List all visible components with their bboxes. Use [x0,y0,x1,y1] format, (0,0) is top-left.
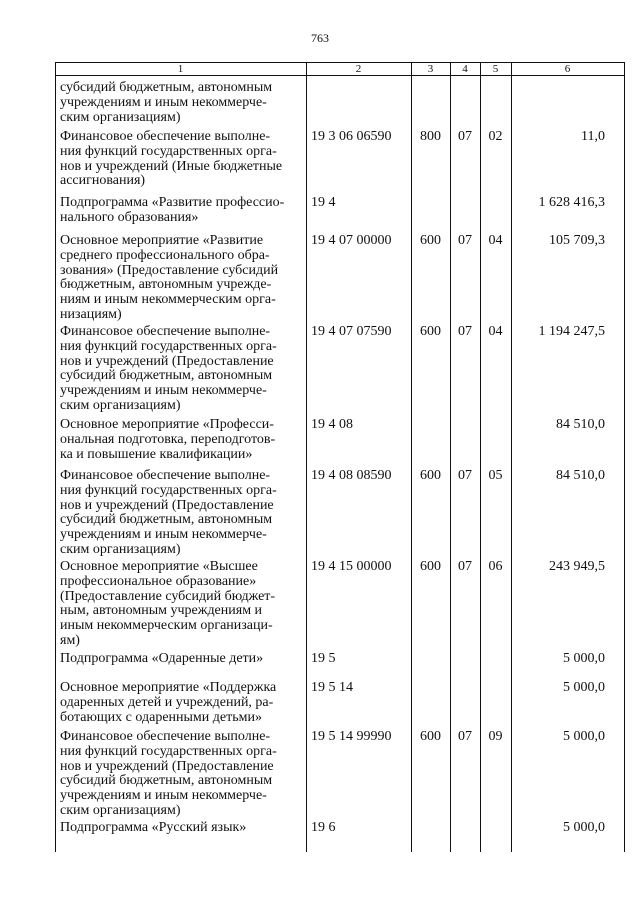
budget-table [55,62,625,852]
row-name-line: ским организациям) [60,109,181,125]
row-name-line: Финансовое обеспечение выполне- [60,129,271,144]
row-code: 19 4 07 07590 [311,324,392,339]
row-section: 07 [458,729,472,744]
row-name-line: учреждениям и иным некоммерче- [60,527,267,543]
table-top-border [55,62,625,63]
row-name-line: нов и учреждений (Предоставление [60,353,274,369]
row-name-line: ния функций государственных орга- [60,338,277,354]
row-name-line: нов и учреждений (Предоставление [60,758,274,774]
row-amount: 243 949,5 [549,559,605,574]
row-name-line: субсидий бюджетным, автономным [60,80,273,95]
row-amount: 5 000,0 [563,729,605,744]
row-name-line: ным, автономным учреждениям и [60,603,263,619]
row-expense-type: 600 [420,468,441,483]
row-name-line: Подпрограмма «Развитие профессио- [60,195,285,210]
row-expense-type: 600 [420,233,441,248]
row-name-line: ассигнования) [60,173,146,189]
row-name-line: зования» (Предоставление субсидий [60,262,279,278]
row-expense-type: 600 [420,324,441,339]
row-code: 19 5 [311,651,336,666]
column-divider-2 [306,62,307,852]
row-name [60,130,300,189]
row-name-line: учреждениям и иным некоммерче- [60,383,267,399]
row-amount: 11,0 [581,129,605,144]
row-name-line: Финансовое обеспечение выполне- [60,468,271,483]
row-amount: 84 510,0 [556,417,605,432]
row-name-line: среднего профессионального обра- [60,247,270,263]
row-name-line: ния функций государственных орга- [60,482,277,498]
row-name-line: низациям) [60,306,122,322]
row-name-line: Подпрограмма «Русский язык» [60,820,247,835]
row-subsection: 09 [488,729,503,744]
row-name-line: субсидий бюджетным, автономным [60,368,273,384]
row-amount: 5 000,0 [563,820,605,835]
row-name-line: профессиональное образование» [60,573,257,589]
row-name-line: Подпрограмма «Одаренные дети» [60,651,264,666]
row-amount: 5 000,0 [563,651,605,666]
header-col-5: 5 [492,63,499,75]
row-amount: 105 709,3 [549,233,605,248]
row-name-line: (Предоставление субсидий бюджет- [60,588,276,604]
row-code: 19 4 08 [311,417,353,432]
row-name [60,730,300,819]
row-code: 19 4 15 00000 [311,559,392,574]
row-code: 19 4 07 00000 [311,233,392,248]
row-name [60,821,300,836]
row-name-line: нального образования» [60,209,199,225]
row-amount: 5 000,0 [563,680,605,695]
row-section: 07 [458,129,472,144]
row-code: 19 3 06 06590 [311,129,392,144]
row-name-line: Финансовое обеспечение выполне- [60,324,271,339]
row-name-line: Основное мероприятие «Развитие [60,233,264,248]
header-col-1: 1 [177,63,184,75]
table-header-row [55,64,625,75]
row-subsection: 04 [488,324,503,339]
row-expense-type: 600 [420,729,441,744]
row-name-line: ния функций государственных орга- [60,143,277,159]
row-subsection: 04 [488,233,503,248]
row-section: 07 [458,233,472,248]
row-name-line: субсидий бюджетным, автономным [60,773,273,789]
row-name [60,681,300,725]
header-bottom-border [55,75,625,76]
row-name-line: нов и учреждений (Иные бюджетные [60,158,283,174]
page-number: 763 [311,31,329,45]
row-name-line: иным некоммерческим организаци- [60,618,273,634]
row-amount: 1 628 416,3 [538,195,605,210]
row-name-line: ским организациям) [60,802,181,818]
row-amount: 84 510,0 [556,468,605,483]
row-name [60,81,300,125]
row-name-line: ния функций государственных орга- [60,743,277,759]
row-name-line: учреждениям и иным некоммерче- [60,94,267,110]
row-subsection: 06 [488,559,503,574]
row-subsection: 02 [488,129,503,144]
row-name-line: ботающих с одаренными детьми» [60,709,262,725]
row-section: 07 [458,559,472,574]
table-border-right [624,62,625,852]
row-expense-type: 800 [420,129,441,144]
row-name-line: ниям и иным некоммерческим орга- [60,292,276,308]
header-col-4: 4 [462,63,468,75]
row-name-line: ка и повышение квалификации» [60,446,253,462]
row-name-line: нов и учреждений (Предоставление [60,497,274,513]
row-name-line: ским организациям) [60,397,181,413]
row-name-line: Основное мероприятие «Поддержка [60,680,277,695]
row-code: 19 6 [311,820,336,835]
row-name [60,469,300,558]
row-name-line: ональная подготовка, переподготов- [60,431,276,447]
row-name-line: Основное мероприятие «Высшее [60,559,258,574]
row-expense-type: 600 [420,559,441,574]
row-name-line: ским организациям) [60,541,181,557]
table-border-left [55,62,56,852]
row-name [60,234,300,323]
row-code: 19 5 14 [311,680,353,695]
row-code: 19 4 [311,195,336,210]
row-amount: 1 194 247,5 [538,324,605,339]
row-name-line: ям) [60,632,80,648]
row-code: 19 5 14 99990 [311,729,392,744]
row-name [60,418,300,462]
row-name-line: Финансовое обеспечение выполне- [60,729,271,744]
row-name-line: одаренных детей и учреждений, ра- [60,694,274,710]
row-name-line: субсидий бюджетным, автономным [60,512,273,528]
header-col-3: 3 [427,63,434,75]
row-name [60,652,300,667]
row-name-line: Основное мероприятие «Професси- [60,417,274,432]
row-name [60,196,300,226]
header-col-6: 6 [564,63,571,75]
row-name [60,560,300,649]
row-section: 07 [458,324,472,339]
row-name-line: учреждениям и иным некоммерче- [60,788,267,804]
row-section: 07 [458,468,472,483]
row-name-line: бюджетным, автономным учрежде- [60,277,272,293]
row-subsection: 05 [488,468,503,483]
row-name [60,325,300,414]
row-code: 19 4 08 08590 [311,468,392,483]
header-col-2: 2 [355,63,362,75]
